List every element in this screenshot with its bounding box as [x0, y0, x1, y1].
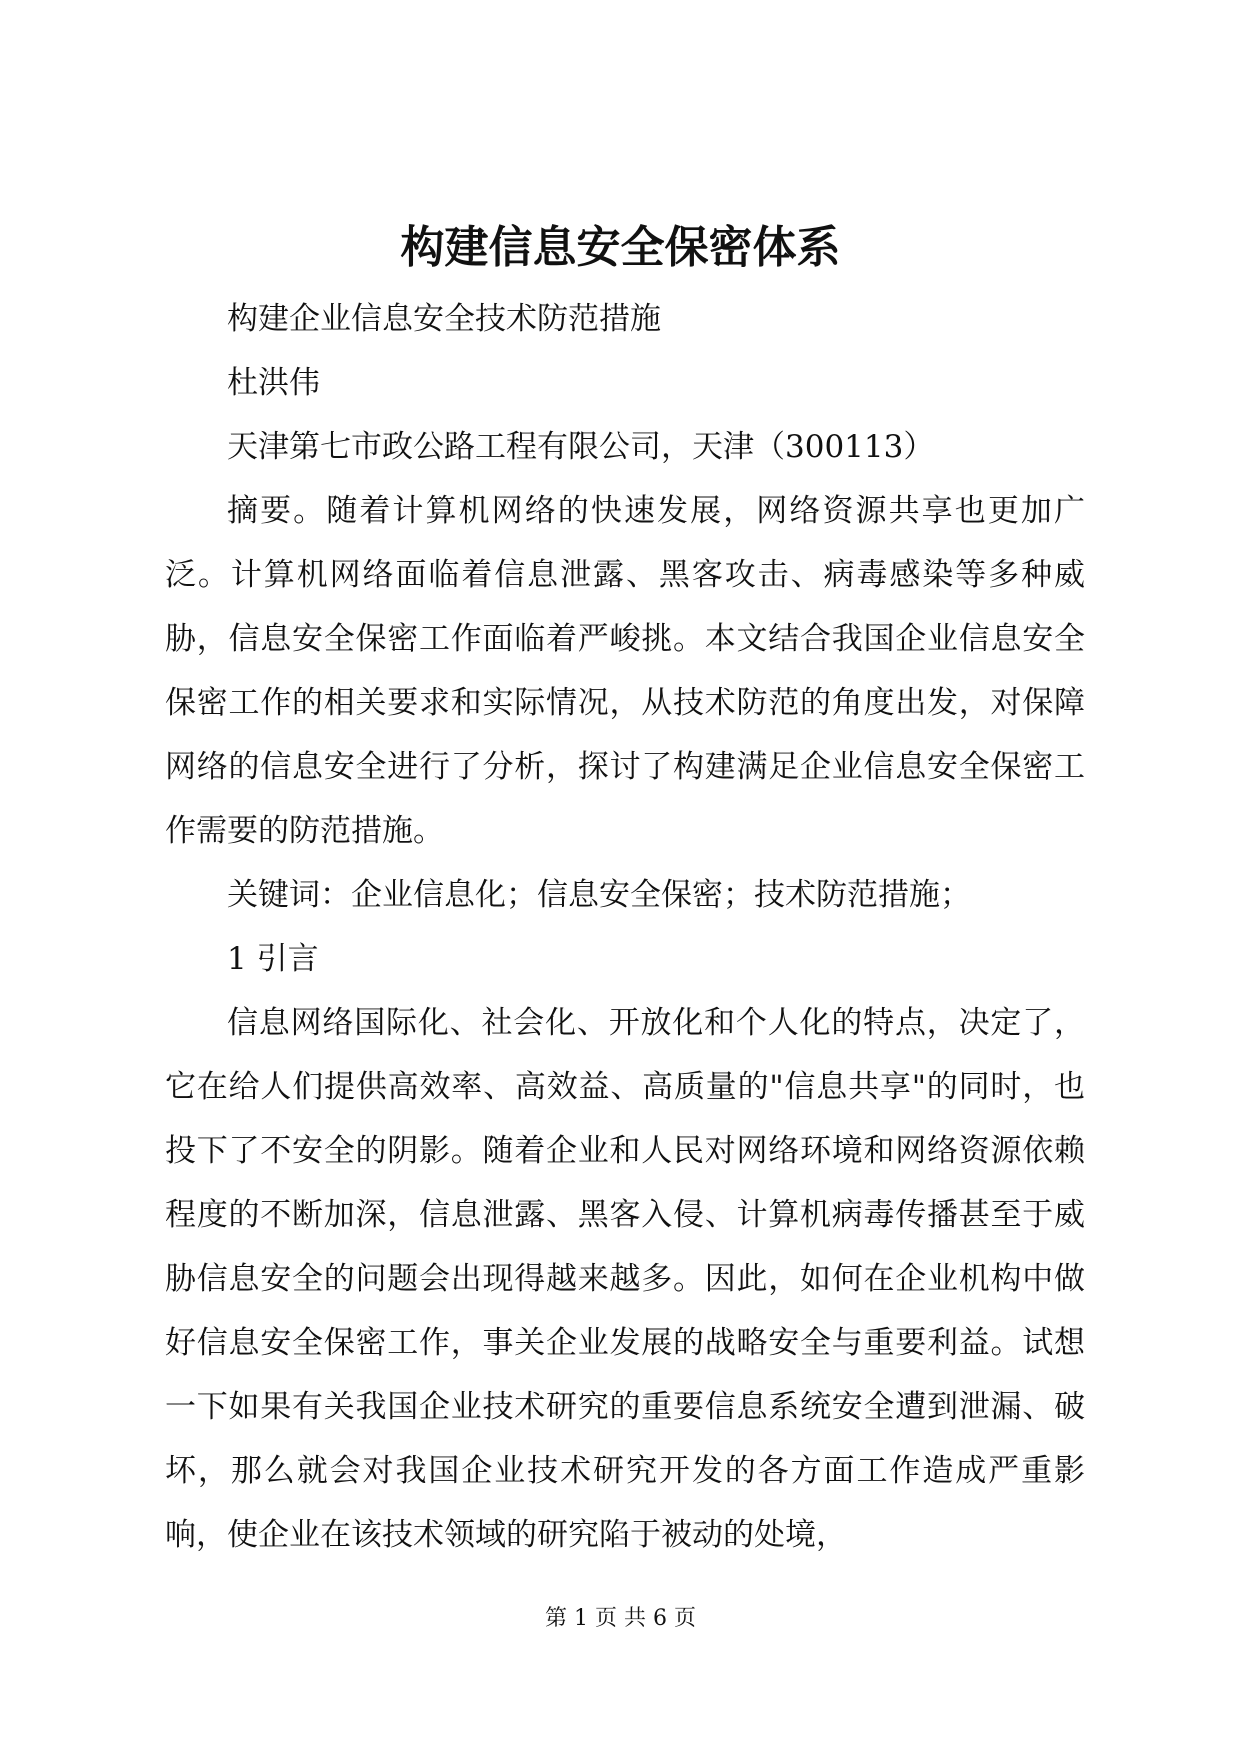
keywords: 关键词：企业信息化；信息安全保密；技术防范措施； [227, 877, 971, 913]
section-heading: 1 引言 [227, 941, 319, 977]
abstract-paragraph: 摘要。随着计算机网络的快速发展，网络资源共享也更加广泛。计算机网络面临着信息泄露、黑客攻击、病毒感染等多种威胁，信息安全保密工作面临着严峻挑。本文结合我国企业信息安全保密工作的相关要求和实际情况，从技术防范的角度出发，对保障网络的信息安全进行了分析，探讨了构建满足企业信息安全保密工作需要的防范措施。 [165, 493, 1085, 849]
document-title: 构建信息安全保密体系 [400, 222, 841, 273]
intro-paragraph: 信息网络国际化、社会化、开放化和个人化的特点，决定了，它在给人们提供高效率、高效益、高质量的"信息共享"的同时，也投下了不安全的阴影。随着企业和人民对网络环境和网络资源依赖程度的不断加深，信息泄露、黑客入侵、计算机病毒传播甚至于威胁信息安全的问题会出现得越来越多。因此，如何在企业机构中做好信息安全保密工作，事关企业发展的战略安全与重要利益。试想一下如果有关我国企业技术研究的重要信息系统安全遭到泄漏、破坏，那么就会对我国企业技术研究开发的各方面工作造成严重影响，使企业在该技术领域的研究陷于被动的处境， [165, 1005, 1085, 1553]
page-footer: 第 1 页 共 6 页 [545, 1606, 696, 1631]
author: 杜洪伟 [227, 365, 320, 401]
document-body [165, 287, 1085, 1567]
affiliation: 天津第七市政公路工程有限公司，天津（300113） [227, 429, 935, 465]
subtitle: 构建企业信息安全技术防范措施 [227, 301, 661, 337]
